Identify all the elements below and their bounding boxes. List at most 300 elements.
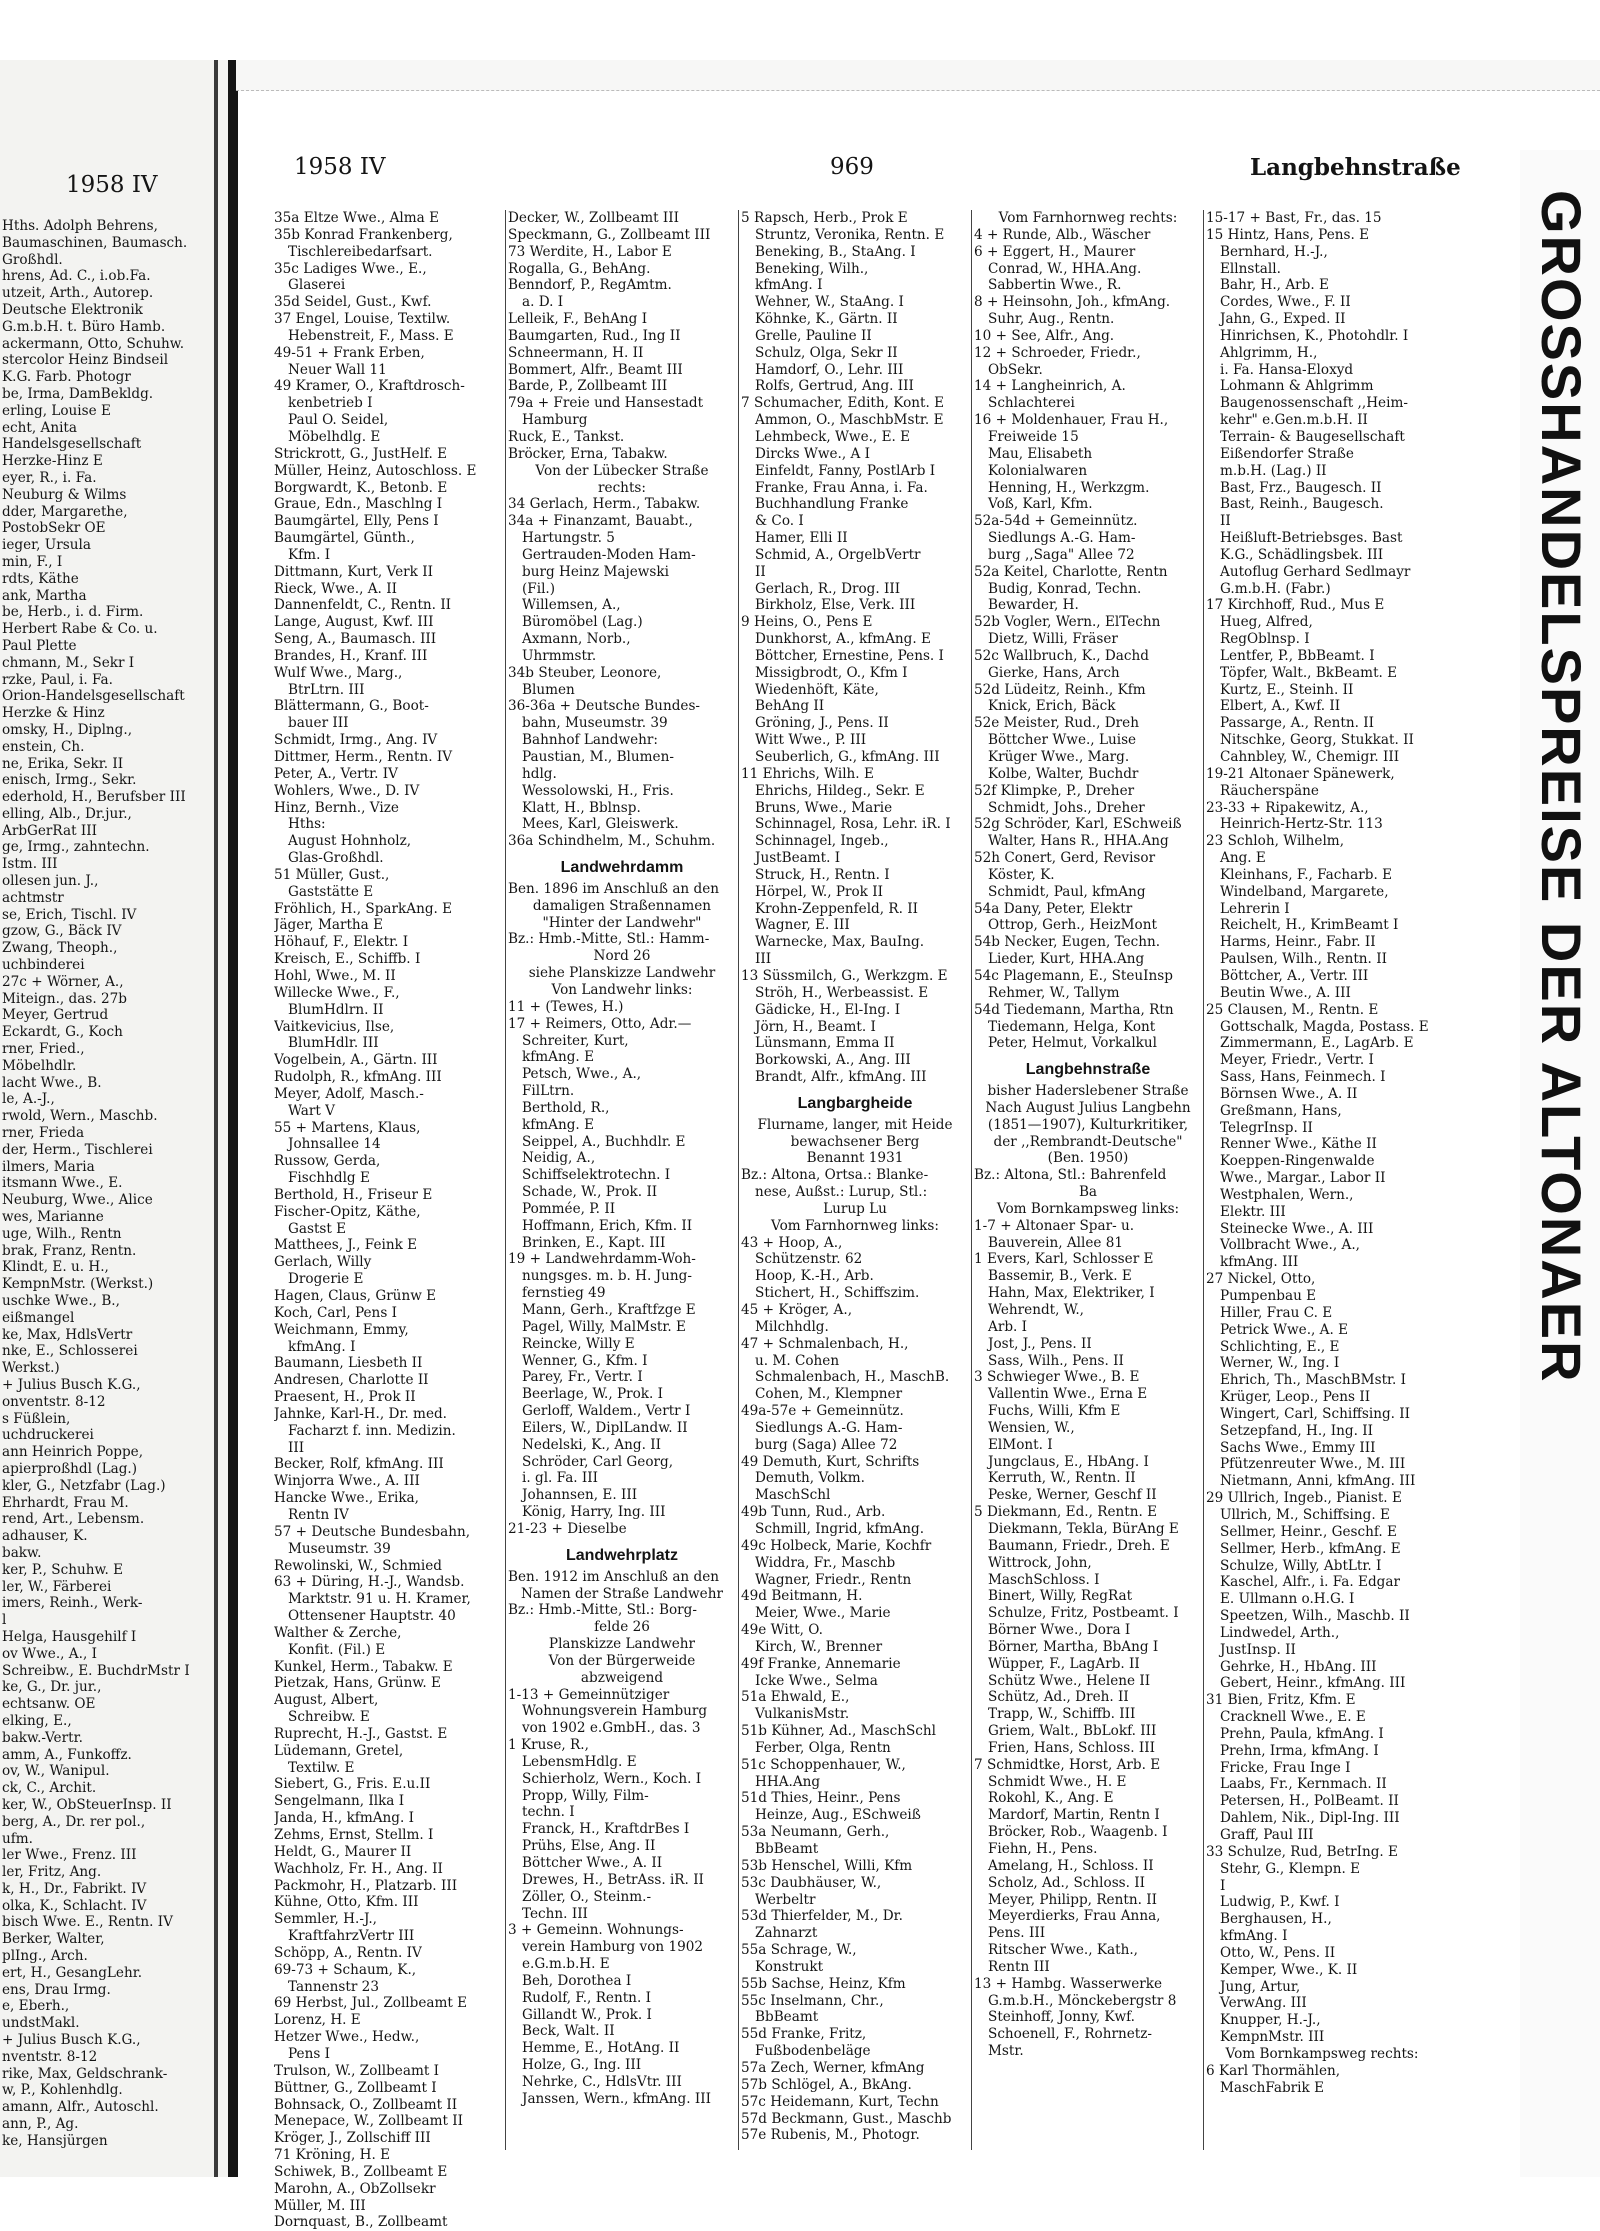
directory-entry: I [1220, 1877, 1226, 1894]
directory-entry: Hueg, Alfred, [1220, 614, 1313, 631]
directory-entry: Cahnbley, W., Chemigr. III [1220, 749, 1400, 765]
directory-entry: Seuberlich, G., kfmAng. III [755, 749, 940, 765]
street-header: Langbehnstraße [1250, 154, 1461, 181]
directory-entry: Freiweide 15 [988, 428, 1079, 445]
left-page-line: min, F., I [2, 553, 63, 570]
directory-entry: Semmler, H.-J., [274, 1911, 377, 1928]
directory-entry: Marktstr. 91 u. H. Kramer, [288, 1591, 471, 1608]
directory-entry: Wulf Wwe., Marg., [274, 664, 403, 681]
left-page-line: uschke Wwe., B., [2, 1293, 120, 1309]
directory-entry: Dornquast, B., Zollbeamt [274, 2214, 448, 2231]
directory-entry: Schmidt, Johs., Dreher [988, 799, 1145, 816]
directory-entry: Hancke Wwe., Erika, [274, 1490, 419, 1507]
directory-entry: Vogelbein, A., Gärtn. III [274, 1052, 438, 1069]
left-page-line: be, Irma, DamBekldg. [2, 385, 154, 402]
directory-entry: 45 + Kröger, A., [741, 1302, 853, 1318]
directory-entry: ObSekr. [988, 361, 1043, 378]
directory-entry: Lindwedel, Arth., [1220, 1624, 1340, 1641]
directory-entry: Jahn, G., Exped. II [1220, 311, 1346, 328]
directory-entry: Jung, Artur, [1220, 1978, 1301, 1995]
directory-entry: Laabs, Fr., Kernmach. II [1220, 1776, 1387, 1793]
directory-entry: Glas-Großhdl. [288, 850, 384, 867]
directory-entry: Pens I [288, 2045, 331, 2062]
directory-entry: 3 + Gemeinn. Wohnungs- [508, 1922, 684, 1939]
directory-entry: 54d Tiedemann, Martha, Rtn [974, 1001, 1174, 1018]
directory-entry: 35a Eltze Wwe., Alma E [274, 210, 440, 226]
left-page-line: + Julius Busch K.G., [2, 1376, 141, 1393]
left-page-line: Miteign., das. 27b [2, 990, 127, 1007]
directory-entry: Pens. III [988, 1925, 1046, 1942]
directory-entry: Böttcher, Ernestine, Pens. I [755, 647, 944, 664]
directory-entry: Fischer-Opitz, Käthe, [274, 1203, 421, 1220]
left-page-line: ederhold, H., Berufsber III [2, 789, 186, 806]
directory-entry: Kühne, Otto, Kfm. III [274, 1894, 419, 1911]
directory-entry: Lehmbeck, Wwe., E. E [755, 428, 911, 445]
directory-entry: nungsges. m. b. H. Jung- [522, 1268, 692, 1285]
directory-entry: Westphalen, Wern., [1220, 1186, 1354, 1203]
left-page-line: Ehrhardt, Frau M. [2, 1494, 129, 1511]
directory-entry: Kfm. I [288, 546, 331, 563]
directory-entry: 49d Beitmann, H. [741, 1588, 863, 1605]
left-page-line: be, Herb., i. d. Firm. [2, 604, 144, 621]
directory-entry: Schreiter, Kurt, [522, 1032, 629, 1049]
directory-entry: Von der Lübecker Straße [535, 462, 709, 479]
directory-entry: Beck, Walt. II [522, 2023, 615, 2040]
left-page-line: Werkst.) [2, 1360, 60, 1377]
directory-entry: & Co. I [755, 513, 804, 530]
directory-entry: Hinrichsen, K., Photohdlr. I [1220, 327, 1409, 344]
directory-entry: Widdra, Fr., Maschb [755, 1554, 896, 1571]
directory-entry: 55 + Martens, Klaus, [274, 1119, 421, 1136]
directory-entry: Kröger, J., Zollschiff III [274, 2130, 431, 2147]
left-page-line: ann Heinrich Poppe, [2, 1444, 144, 1461]
directory-entry: Köhnke, K., Gärtn. II [755, 311, 898, 328]
directory-entry: Budig, Konrad, Techn. [988, 580, 1142, 597]
directory-entry: 5 Rapsch, Herb., Prok E [741, 210, 908, 226]
directory-entry: Von Landwehr links: [551, 981, 693, 998]
directory-entry: Henning, H., Werkzgm. [988, 479, 1150, 496]
directory-entry: Steinhoff, Jonny, Kwf. [988, 2009, 1135, 2026]
directory-entry: Vaitkevicius, Ilse, [274, 1018, 395, 1035]
directory-entry: Diekmann, Tekla, BürAng E [988, 1520, 1179, 1537]
directory-entry: Dittmann, Kurt, Verk II [274, 563, 433, 580]
directory-entry: 55b Sachse, Heinz, Kfm [741, 1975, 906, 1992]
directory-entry: Ruck, E., Tankst. [508, 428, 625, 445]
left-page-line: rike, Max, Geldschrank- [2, 2065, 168, 2082]
directory-entry: Decker, W., Zollbeamt III [508, 210, 680, 226]
left-page-line: Orion-Handelsgesellschaft [2, 688, 185, 705]
directory-entry: 1 Kruse, R., [508, 1737, 589, 1754]
directory-entry: Ullrich, M., Schiffsing. E [1220, 1506, 1390, 1523]
directory-entry: 71 Kröning, H. E [274, 2147, 391, 2164]
directory-entry: Benannt 1931 [806, 1150, 904, 1167]
left-page-line: ann, P., Ag. [2, 2116, 79, 2133]
directory-entry: 9 Heins, O., Pens E [741, 614, 873, 631]
directory-entry: Autoflug Gerhard Sedlmayr [1220, 563, 1411, 580]
directory-entry: nese, Außst.: Lurup, Stl.: [755, 1184, 928, 1201]
directory-entry: Beneking, Wilh., [755, 260, 869, 277]
directory-entry: Dunkhorst, A., kfmAng. E [755, 631, 931, 648]
directory-entry: Schinnagel, Rosa, Lehr. iR. I [755, 816, 951, 833]
directory-entry: Ben. 1896 im Anschluß an den [508, 880, 720, 897]
directory-entry: 12 + Schroeder, Friedr., [974, 344, 1141, 361]
left-page-line: itsmann Wwe., E. [2, 1175, 123, 1192]
directory-entry: Vom Farnhornweg rechts: [998, 210, 1178, 226]
directory-entry: Kolbe, Walter, Buchdr [988, 765, 1139, 782]
left-page-line: + Julius Busch K.G., [2, 2032, 141, 2049]
directory-entry: 29 Ullrich, Ingeb., Pianist. E [1206, 1490, 1402, 1507]
left-page-line: enisch, Irmg., Sekr. [2, 772, 137, 789]
directory-entry: 55c Inselmann, Chr., [741, 1992, 884, 2009]
column-2 [508, 210, 736, 2108]
column-4 [974, 210, 1202, 2060]
directory-entry: Knupper, H.-J., [1220, 2012, 1321, 2029]
left-page-line: Herzke-Hinz E [2, 453, 103, 470]
directory-entry: August, Albert, [274, 1692, 379, 1709]
directory-entry: Jungclaus, E., HbAng. I [988, 1453, 1149, 1470]
left-page-line: Neuburg & Wilms [2, 486, 127, 503]
directory-entry: Schmalenbach, H., MaschB. [755, 1369, 950, 1386]
directory-entry: Gerlach, Willy [274, 1254, 372, 1271]
directory-entry: Möbelhdlg. E [288, 428, 381, 445]
directory-entry: Peske, Werner, Geschf II [988, 1487, 1157, 1504]
directory-entry: Neuer Wall 11 [288, 361, 387, 378]
page-number: 969 [830, 154, 874, 180]
directory-entry: Büromöbel (Lag.) [522, 614, 643, 631]
directory-entry: 49e Witt, O. [741, 1622, 823, 1639]
directory-entry: 6 Karl Thormählen, [1206, 2062, 1341, 2079]
directory-entry: siehe Planskizze Landwehr [528, 965, 716, 982]
directory-entry: Glaserei [288, 277, 346, 294]
directory-entry: Dircks Wwe., A I [755, 445, 871, 462]
directory-entry: Schade, W., Prok. II [522, 1184, 658, 1201]
directory-entry: Pommée, P. II [522, 1200, 616, 1217]
directory-entry: 73 Werdite, H., Labor E [508, 243, 672, 260]
directory-entry: Bz.: Altona, Stl.: Bahrenfeld [974, 1167, 1167, 1184]
left-page-line: utzeit, Arth., Autorep. [2, 285, 154, 302]
directory-entry: Dahlem, Nik., Dipl-Ing. III [1220, 1810, 1400, 1827]
directory-entry: Schulze, Willy, AbtLtr. I [1220, 1557, 1382, 1574]
directory-entry: Ruprecht, H.-J., Gastst. E [274, 1725, 448, 1742]
directory-entry: Lorenz, H. E [274, 2012, 361, 2029]
left-page-line: le, A.-J., [2, 1091, 55, 1108]
directory-entry: Wart V [288, 1102, 335, 1119]
left-page-line: rend, Art., Lebensm. [2, 1511, 145, 1528]
directory-entry: Mstr. [988, 2043, 1024, 2060]
left-page-line: omsky, H., Diplng., [2, 721, 133, 738]
left-page-line: amm, A., Funkoffz. [2, 1746, 132, 1763]
directory-entry: Wessolowski, H., Fris. [522, 782, 674, 799]
directory-entry: Rehmer, W., Tallym [988, 984, 1120, 1001]
directory-entry: kfmAng. I [755, 277, 823, 294]
left-page-line: ke, G., Dr. jur., [2, 1679, 102, 1696]
directory-entry: 5 Diekmann, Ed., Rentn. E [974, 1504, 1158, 1521]
directory-entry: Tannenstr 23 [288, 1978, 379, 1995]
directory-entry: Wohlers, Wwe., D. IV [274, 782, 420, 799]
directory-entry: Reincke, Willy E [522, 1335, 635, 1352]
left-page-line: brak, Franz, Rentn. [2, 1242, 137, 1259]
directory-entry: Hartungstr. 5 [522, 530, 615, 547]
directory-entry: 7 Schumacher, Edith, Kont. E [741, 395, 945, 412]
directory-entry: Gerlach, R., Drog. III [755, 580, 901, 597]
directory-entry: Hoop, K.-H., Arb. [755, 1268, 874, 1285]
directory-entry: Andresen, Charlotte II [274, 1372, 429, 1389]
left-page-line: erling, Louise E [2, 402, 111, 419]
directory-entry: Barde, P., Zollbeamt III [508, 378, 668, 395]
directory-entry: Namen der Straße Landwehr [521, 1585, 723, 1602]
directory-entry: Sengelmann, Ilka I [274, 1793, 405, 1810]
directory-entry: Rentn III [988, 1958, 1050, 1975]
directory-entry: BlumHdlrn. II [288, 1001, 384, 1018]
directory-entry: Struck, H., Rentn. I [755, 866, 890, 883]
right-edge-adjacent-page [1520, 150, 1600, 2177]
directory-entry: MaschSchl [755, 1487, 831, 1504]
directory-entry: 51 Müller, Gust., [274, 866, 390, 883]
left-page-line: ens, Drau Irmg. [2, 1981, 111, 1998]
directory-entry: Schneermann, H. II [508, 344, 644, 361]
directory-entry: rechts: [598, 479, 646, 496]
left-page-line: echtsanw. OE [2, 1696, 96, 1713]
directory-entry: Müller, M. III [274, 2197, 366, 2214]
left-page-line: Großhdl. [2, 251, 63, 268]
directory-entry: Schmidt Wwe., H. E [988, 1773, 1127, 1790]
directory-entry: burg Heinz Majewski [522, 563, 669, 580]
directory-entry: 15-17 + Bast, Fr., das. 15 [1206, 210, 1382, 226]
directory-entry: Steinecke Wwe., A. III [1220, 1220, 1374, 1237]
directory-entry: Petersen, H., PolBeamt. II [1220, 1793, 1399, 1810]
directory-entry: Schulze, Fritz, Postbeamt. I [988, 1605, 1179, 1622]
directory-entry: Gehrke, H., HbAng. III [1220, 1658, 1377, 1675]
directory-entry: Hamer, Elli II [755, 530, 848, 547]
directory-entry: 55a Schrage, W., [741, 1942, 857, 1959]
directory-entry: Witt Wwe., P. III [755, 732, 867, 749]
directory-entry: Griem, Walt., BbLokf. III [988, 1723, 1157, 1740]
directory-entry: Böttcher Wwe., A. II [522, 1855, 663, 1871]
column-divider [505, 210, 506, 2150]
left-page-line: K.G. Farb. Photogr [2, 369, 131, 386]
left-page-header: 1958 IV [66, 172, 158, 198]
directory-entry: Tischlereibedarfsart. [288, 243, 433, 260]
directory-entry: Hemme, E., HotAng. II [522, 2040, 680, 2057]
directory-entry: Pumpenbau E [1220, 1288, 1317, 1304]
left-page-line: ler, W., Färberei [2, 1578, 112, 1595]
directory-entry: 49a-57e + Gemeinnütz. [741, 1403, 904, 1420]
directory-entry: 15 Hintz, Hans, Pens. E [1206, 226, 1370, 243]
directory-entry: 52c Wallbruch, K., Dachd [974, 647, 1149, 664]
directory-entry: Elbert, A., Kwf. II [1220, 698, 1341, 715]
left-page-line: ker, W., ObSteuerInsp. II [2, 1796, 172, 1813]
directory-entry: 25 Clausen, M., Rentn. E [1206, 1001, 1379, 1018]
left-page-line: Herbert Rabe & Co. u. [2, 621, 158, 638]
left-page-line: plIng., Arch. [2, 1948, 88, 1965]
directory-entry: Fuchs, Willi, Kfm E [988, 1403, 1121, 1420]
left-page-line: Istm. III [2, 856, 58, 873]
left-page-line: Neuburg, Wwe., Alice [2, 1192, 153, 1209]
directory-entry: Weichmann, Emmy, [274, 1321, 409, 1338]
directory-entry: Ehrich, Th., MaschBMstr. I [1220, 1372, 1407, 1389]
directory-entry: Ba [1078, 1184, 1098, 1201]
directory-entry: Gebert, Heinr., kfmAng. III [1220, 1675, 1406, 1692]
left-page-line: chmann, M., Sekr I [2, 654, 135, 671]
directory-entry: Heinze, Aug., ESchweiß [755, 1807, 921, 1824]
directory-entry: Höhauf, F., Elektr. I [274, 934, 409, 951]
directory-entry: Scholz, Ad., Schloss. II [988, 1874, 1146, 1891]
directory-entry: Speetzen, Wilh., Maschb. II [1220, 1608, 1410, 1625]
directory-entry: Bassemir, B., Verk. E [988, 1268, 1132, 1285]
directory-entry: Amelang, H., Schloss. II [988, 1857, 1154, 1874]
directory-entry: (Ben. 1950) [1047, 1150, 1129, 1167]
left-page-line: eißmangel [2, 1309, 75, 1326]
directory-entry: Hths: [288, 816, 326, 833]
directory-entry: verein Hamburg von 1902 [522, 1939, 704, 1956]
column-1 [274, 210, 504, 2231]
directory-entry: Lüdemann, Gretel, [274, 1742, 404, 1759]
directory-entry: 52d Lüdeitz, Reinh., Kfm [974, 681, 1146, 698]
right-page [240, 92, 1520, 2231]
directory-entry: Stichert, H., Schiffszim. [755, 1285, 920, 1302]
directory-entry: Lohmann & Ahlgrimm [1220, 378, 1374, 395]
left-page-line: w, P., Kohlenhdlg. [2, 2082, 123, 2099]
left-page-line: Handelsgesellschaft [2, 436, 142, 453]
directory-entry: Milchhdlg. [755, 1318, 829, 1335]
left-page-line: stercolor Heinz Bindseil [2, 352, 169, 369]
directory-entry: Sellmer, Heinr., Geschf. E [1220, 1523, 1397, 1540]
directory-entry: Walter, Hans R., HHA.Ang [988, 833, 1169, 850]
left-page-line: ollesen jun. J., [2, 873, 99, 890]
directory-entry: Heinrich-Hertz-Str. 113 [1220, 816, 1383, 833]
page-gutter-shadow [214, 60, 218, 2177]
directory-entry: Bohnsack, O., Zollbeamt II [274, 2096, 458, 2113]
directory-entry: Trapp, W., Schiffb. III [988, 1706, 1136, 1723]
directory-entry: Büttner, G., Zollbeamt I [274, 2079, 437, 2096]
directory-entry: 14 + Langheinrich, A. [974, 378, 1126, 395]
directory-entry: Blumen [522, 681, 575, 698]
directory-entry: G.m.b.H. (Fabr.) [1220, 580, 1331, 597]
directory-entry: Koeppen-Ringenwalde [1220, 1153, 1375, 1170]
directory-entry: Baumgärtel, Günth., [274, 530, 415, 547]
directory-entry: 53b Henschel, Willi, Kfm [741, 1857, 913, 1874]
left-page-line: uchbinderei [2, 957, 85, 974]
left-page-line: Klindt, E. u. H., [2, 1259, 109, 1276]
left-page-line: bakw.-Vertr. [2, 1729, 83, 1746]
directory-entry: Seippel, A., Buchhdlr. E [522, 1133, 686, 1150]
directory-entry: Textilw. E [288, 1759, 355, 1776]
directory-entry: Cohen, M., Klempner [755, 1386, 903, 1403]
left-page-line: uge, Wilh., Rentn [2, 1225, 122, 1242]
directory-entry: Flurname, langer, mit Heide [757, 1116, 953, 1133]
directory-entry: Meier, Wwe., Marie [755, 1605, 891, 1622]
directory-entry: 34a + Finanzamt, Bauabt., [508, 513, 693, 530]
directory-entry: Bernhard, H.-J., [1220, 243, 1328, 260]
left-page-line: uchdruckerei [2, 1427, 94, 1444]
street-section-heading: Langbehnstraße [1025, 1062, 1151, 1079]
directory-entry: Tiedemann, Helga, Kont [988, 1018, 1156, 1035]
left-page-line: ge, Irmg., zahntechn. [2, 839, 150, 856]
directory-entry: 33 Schulze, Rud, BetrIng. E [1206, 1843, 1398, 1860]
directory-entry: BehAng II [755, 698, 825, 715]
directory-entry: 52a Keitel, Charlotte, Rentn [974, 563, 1168, 580]
directory-entry: Wingert, Carl, Schiffsing. II [1220, 1405, 1411, 1422]
directory-entry: Paustian, M., Blumen- [522, 749, 674, 765]
directory-entry: August Hohnholz, [288, 833, 412, 850]
directory-entry: 34 Gerlach, Herm., Tabakw. [508, 496, 701, 513]
directory-entry: II [755, 563, 766, 580]
directory-entry: K.G., Schädlingsbek. III [1220, 546, 1384, 563]
directory-entry: Icke Wwe., Selma [755, 1672, 878, 1689]
directory-entry: Dannenfeldt, C., Rentn. II [274, 597, 452, 614]
directory-entry: Seng, A., Baumasch. III [274, 631, 437, 648]
directory-entry: Reichelt, H., KrimBeamt I [1220, 917, 1399, 934]
directory-entry: Gierke, Hans, Arch [988, 664, 1120, 681]
directory-entry: Baumgarten, Rud., Ing II [508, 327, 681, 344]
directory-entry: Kurtz, E., Steinh. II [1220, 681, 1354, 698]
directory-entry: 54b Necker, Eugen, Techn. [974, 934, 1161, 951]
directory-entry: 49f Franke, Annemarie [741, 1655, 901, 1672]
directory-entry: 36-36a + Deutsche Bundes- [508, 698, 701, 715]
left-page-line: G.m.b.H. t. Büro Hamb. [2, 318, 166, 335]
left-page-line: berg, A., Dr. rer pol., [2, 1813, 146, 1830]
directory-entry: Russow, Gerda, [274, 1153, 381, 1170]
left-page-line: ke, Hansjürgen [2, 2132, 108, 2149]
directory-entry: Lehrerin I [1220, 900, 1290, 917]
directory-entry: Vollbracht Wwe., A., [1220, 1237, 1360, 1254]
directory-entry: der ,,Rembrandt-Deutsche" [993, 1133, 1183, 1150]
directory-entry: Borkowski, A., Ang. III [755, 1052, 911, 1069]
directory-entry: Lurup Lu [823, 1200, 887, 1217]
directory-entry: Ludwig, P., Kwf. I [1220, 1894, 1340, 1911]
directory-entry: 69-73 + Schaum, K., [274, 1961, 417, 1978]
directory-entry: Winjorra Wwe., A. III [274, 1473, 420, 1490]
directory-entry: Schiffselektrotechn. I [522, 1167, 671, 1184]
directory-entry: Techn. III [522, 1905, 588, 1922]
directory-entry: Beerlage, W., Prok. I [522, 1386, 664, 1403]
directory-entry: Wüpper, F., LagArb. II [988, 1655, 1140, 1672]
directory-entry: Schmid, A., OrgelbVertr [755, 546, 921, 563]
directory-entry: 49b Tunn, Rud., Arb. [741, 1504, 886, 1521]
directory-entry: bisher Haderslebener Straße [987, 1083, 1189, 1100]
directory-entry: Bauverein, Allee 81 [988, 1234, 1124, 1251]
directory-entry: Kolonialwaren [988, 462, 1088, 479]
directory-entry: Meyer, Adolf, Masch.- [274, 1085, 424, 1102]
directory-entry: Hebenstreit, F., Mass. E [288, 327, 454, 344]
directory-entry: 51b Kühner, Ad., MaschSchl [741, 1723, 937, 1740]
left-page-line: nke, E., Schlosserei [2, 1343, 138, 1360]
directory-entry: Otto, W., Pens. II [1220, 1944, 1336, 1961]
left-page-line: ert, H., GesangLehr. [2, 1964, 143, 1981]
directory-entry: Jörn, H., Beamt. I [755, 1018, 876, 1035]
directory-entry: Pfützenreuter Wwe., M. III [1220, 1456, 1406, 1473]
directory-entry: 37 Engel, Louise, Textilw. [274, 311, 451, 328]
left-page-line: kler, G., Netzfabr (Lag.) [2, 1477, 166, 1494]
directory-entry: Gertrauden-Moden Ham- [522, 546, 696, 563]
directory-entry: Renner Wwe., Käthe II [1220, 1136, 1377, 1153]
left-page-line: olka, K., Schlacht. IV [2, 1897, 147, 1914]
directory-entry: Ammon, O., MaschbMstr. E [755, 412, 944, 429]
left-page-line: ank, Martha [2, 587, 87, 604]
directory-entry: Rolfs, Gertrud, Ang. III [755, 378, 914, 395]
directory-entry: Bz.: Altona, Ortsa.: Blanke- [741, 1167, 929, 1184]
left-page-line: dder, Margarethe, [2, 503, 128, 520]
directory-entry: Setzepfand, H., Ing. II [1220, 1422, 1373, 1439]
left-page-line: echt, Anita [2, 419, 78, 436]
directory-entry: Gröning, J., Pens. II [755, 715, 889, 732]
directory-entry: Rentn IV [288, 1506, 349, 1523]
left-page-line: Helga, Hausgehilf I [2, 1628, 137, 1645]
directory-entry: Prehn, Paula, kfmAng. I [1220, 1725, 1384, 1742]
directory-entry: hdlg. [522, 765, 557, 782]
left-page-line: Möbelhdlr. [2, 1057, 77, 1074]
page-year-header: 1958 IV [294, 154, 386, 180]
